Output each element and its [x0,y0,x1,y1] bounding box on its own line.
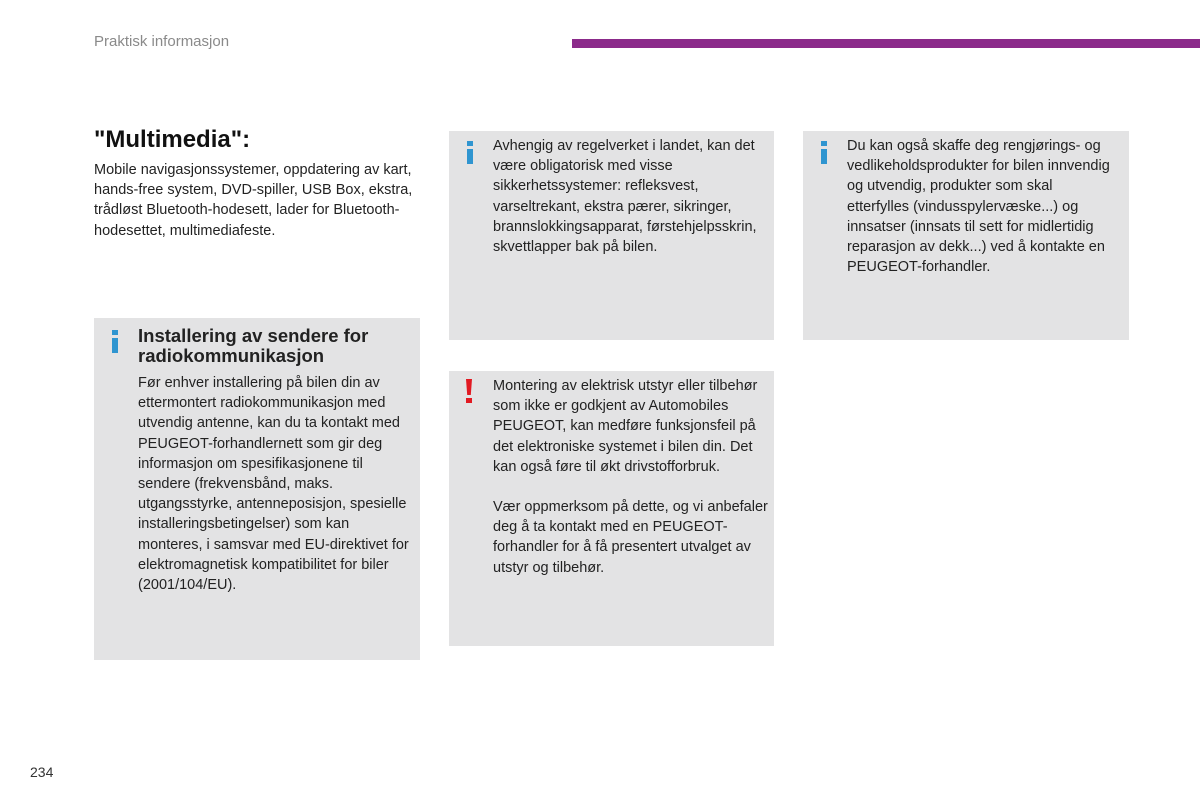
installation-box [94,318,420,660]
warning-icon [464,379,474,405]
info-icon [819,141,829,165]
page-number: 234 [30,764,54,780]
section-intro: Mobile navigasjonssystemer, oppdatering av kart, hands-free system, DVD-spiller, USB Box, ekstra, trådløst Bluetooth-hodesett, lader for Bluetooth-hodesettet, multimediafeste. [94,162,413,239]
installation-text: Før enhver installering på bilen din av ettermontert radiokommunikasjon med utvendig antenne, kan du ta kontakt med PEUGEOT-forhandlernett som gir deg informasjon om spesifikasjonene til sendere (frekvensbånd, maks. utgangsstyrke, antenneposisjon, spesielle installeringsbetingelser) som kan monteres, i samsvar med EU-direktivet for elektromagnetisk kompatibilitet for biler (2001/104/EU). [138,375,409,594]
maintenance-text: Du kan også skaffe deg rengjørings- og vedlikeholdsprodukter for bilen innvendig og utvendig, produkter som skal etterfylles (vindusspylervæske...) og innsatser (innsats til sett for midlertidig reparasjon av dekk...) ved å kontakte en PEUGEOT-forhandler. [847,138,1110,276]
installation-heading: Installering av sendere for radiokommunikasjon [138,325,369,366]
info-icon [465,141,475,165]
warning-text-2: Vær oppmerksom på dette, og vi anbefaler deg å ta kontakt med en PEUGEOT-forhandler for å få presentert utvalget av utstyr og tilbehør. [493,499,768,576]
warning-box [449,371,774,646]
section-title: "Multimedia": [94,126,251,153]
regulations-box [449,131,774,340]
regulations-text: Avhengig av regelverket i landet, kan det være obligatorisk med visse sikkerhetssystemer: refleksvest, varseltrekant, ekstra pærer, sikringer, brannslokkingsapparat, førstehjelpsskrin, skvettlapper bak på bilen. [493,138,757,256]
header-title: Praktisk informasjon [94,33,230,50]
info-icon [110,330,120,354]
header-accent-bar [572,39,1200,48]
warning-text-1: Montering av elektrisk utstyr eller tilbehør som ikke er godkjent av Automobiles PEUGEOT, kan medføre funksjonsfeil på det elektroniske systemet i bilen din. Det kan også føre til økt drivstofforbruk. [493,378,758,475]
maintenance-box [803,131,1129,340]
